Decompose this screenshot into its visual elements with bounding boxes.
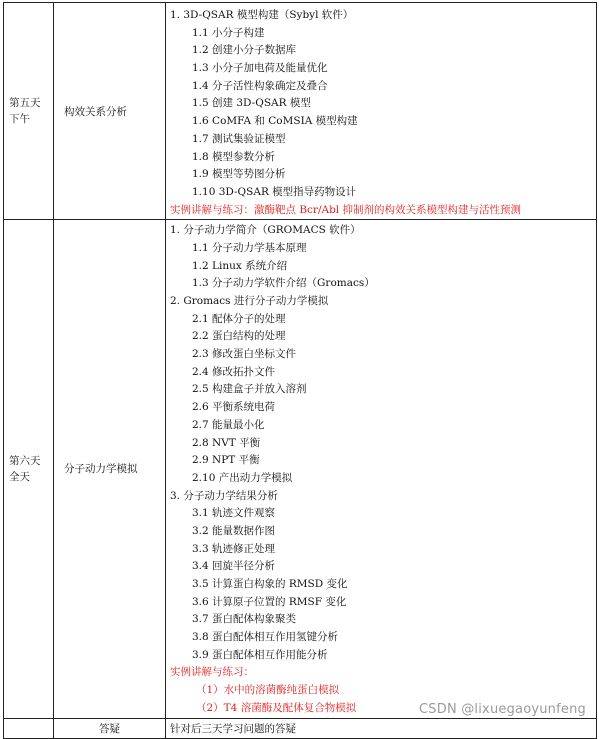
exercise-note: 实例讲解与练习：激酶靶点 Bcr/Abl 抑制剂的构效关系模型构建与活性预测 [170,203,521,216]
list-item: 1.9 模型等势图分析 [192,168,286,181]
list-item: 2.7 能量最小化 [192,418,265,431]
topic-cell: 答疑 [54,718,166,738]
content-cell: 针对后三天学习问题的答疑 [166,718,597,738]
list-item: 1. 3D-QSAR 模型构建（Sybyl 软件） [170,9,354,21]
topic-cell: 构效关系分析 [54,3,166,220]
list-item: 1.5 创建 3D-QSAR 模型 [192,97,311,110]
list-item: 1.3 小分子加电荷及能量优化 [192,62,328,75]
list-item: 1.1 小分子构建 [192,26,265,39]
list-item: 1.10 3D-QSAR 模型指导药物设计 [192,185,357,198]
list-item: 2.5 构建盒子并放入溶剂 [192,383,307,396]
day-cell [4,718,54,738]
exercise-item: （1）水中的溶菌酶纯蛋白模拟 [196,684,340,697]
course-schedule-table [3,2,597,739]
list-item: 3.3 轨迹修正处理 [192,542,276,555]
list-item: 1.1 分子动力学基本原理 [192,241,307,254]
list-item: 1.8 模型参数分析 [192,150,276,163]
list-item: 1.2 创建小分子数据库 [192,44,297,57]
day-label-line1: 第五天 [9,97,41,110]
schedule-row-qa [4,718,597,738]
watermark: CSDN @lixuegaoyunfeng [419,702,586,717]
day-label-line2: 全天 [9,470,30,483]
list-item: 1.4 分子活性构象确定及叠合 [192,79,328,92]
list-item: 2.10 产出动力学模拟 [192,471,293,484]
exercise-item: （2）T4 溶菌酶及配体复合物模拟 [196,701,357,714]
content-cell [166,220,597,718]
list-item: 3.1 轨迹文件观察 [192,507,276,520]
day-cell [4,220,54,718]
list-item: 1.7 测试集验证模型 [192,132,286,145]
list-item: 3.8 蛋白配体相互作用氢键分析 [192,631,339,644]
list-item: 2.1 配体分子的处理 [192,312,286,325]
day-label-line2: 下午 [9,113,30,126]
list-item: 2.3 修改蛋白坐标文件 [192,348,297,361]
list-item: 3.9 蛋白配体相互作用能分析 [192,648,328,661]
day-cell [4,3,54,220]
schedule-row-day5-afternoon [4,3,597,220]
list-item: 3.5 计算蛋白构象的 RMSD 变化 [192,578,348,590]
list-item: 2.9 NPT 平衡 [192,454,260,467]
list-item: 3.7 蛋白配体构象聚类 [192,613,297,626]
list-item: 1.2 Linux 系统介绍 [192,259,288,272]
list-item: 3.2 能量数据作图 [192,524,276,537]
list-item: 2.8 NVT 平衡 [192,436,261,449]
list-item: 1.3 分子动力学软件介绍（Gromacs） [192,277,375,290]
exercise-note: 实例讲解与练习： [170,666,254,679]
topic-cell: 分子动力学模拟 [54,220,166,718]
schedule-row-day6 [4,220,597,718]
list-item: 2.2 蛋白结构的处理 [192,330,286,343]
list-item: 2.6 平衡系统电荷 [192,401,276,414]
list-item: 3.4 回旋半径分析 [192,560,276,573]
list-item: 2.4 修改拓扑文件 [192,365,276,378]
list-item: 1. 分子动力学简介（GROMACS 软件） [170,224,361,237]
list-item: 3. 分子动力学结果分析 [170,489,278,502]
list-item: 3.6 计算原子位置的 RMSF 变化 [192,595,347,608]
list-item: 2. Gromacs 进行分子动力学模拟 [170,295,329,307]
day-label-line1: 第六天 [9,454,41,467]
content-cell [166,3,597,220]
list-item: 1.6 CoMFA 和 CoMSIA 模型构建 [192,115,358,128]
